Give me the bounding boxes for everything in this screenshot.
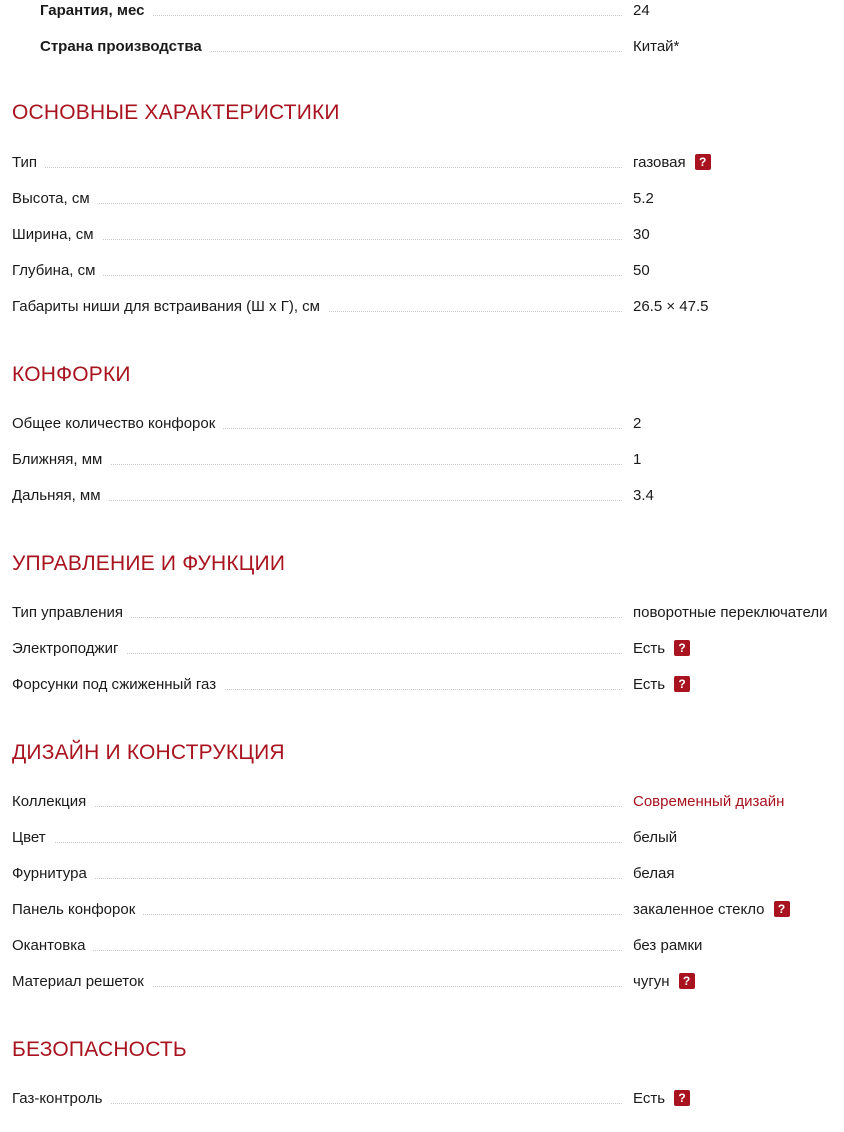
section-title-safety: БЕЗОПАСНОСТЬ (12, 1038, 187, 1061)
spec-label: Тип управления (12, 602, 131, 624)
spec-row-country (12, 36, 840, 58)
spec-label: Дальняя, мм (12, 485, 109, 507)
help-icon[interactable]: ? (695, 154, 711, 170)
spec-row (12, 152, 840, 174)
spec-label: Окантовка (12, 935, 93, 957)
spec-label: Габариты ниши для встраивания (Ш х Г), см (12, 296, 328, 318)
spec-label: Коллекция (12, 791, 94, 813)
spec-label: Электроподжиг (12, 638, 126, 660)
spec-label: Тип (12, 152, 45, 174)
spec-value: 3.4 (633, 487, 654, 504)
spec-value: Есть ? (633, 674, 690, 696)
spec-row (12, 827, 840, 849)
spec-label: Высота, см (12, 188, 98, 210)
spec-row (12, 188, 840, 210)
help-icon[interactable]: ? (674, 676, 690, 692)
spec-row (12, 449, 840, 471)
spec-row (12, 1088, 840, 1110)
spec-value: без рамки (633, 937, 703, 954)
spec-value: поворотные переключатели (633, 604, 828, 621)
spec-row-warranty (12, 0, 840, 22)
dotted-leader (12, 950, 622, 951)
spec-row (12, 899, 840, 921)
spec-value: белый (633, 829, 678, 846)
spec-label: Гарантия, мес (12, 0, 152, 22)
section-title-design: ДИЗАЙН И КОНСТРУКЦИЯ (12, 741, 285, 764)
spec-row (12, 296, 840, 318)
spec-value: 1 (633, 451, 642, 468)
spec-label: Глубина, см (12, 260, 103, 282)
help-icon[interactable]: ? (674, 1090, 690, 1106)
collection-link[interactable]: Современный дизайн (633, 793, 785, 810)
spec-value: 30 (633, 226, 650, 243)
spec-value: чугун ? (633, 971, 695, 993)
spec-row (12, 674, 840, 696)
spec-label: Страна производства (12, 36, 210, 58)
spec-row (12, 791, 840, 813)
spec-value: Есть ? (633, 638, 690, 660)
dotted-leader (12, 842, 622, 843)
spec-value: 5.2 (633, 190, 654, 207)
dotted-leader (12, 878, 622, 879)
spec-value: 2 (633, 415, 642, 432)
spec-row (12, 602, 840, 624)
spec-row (12, 260, 840, 282)
spec-value: закаленное стекло ? (633, 899, 790, 921)
spec-row (12, 413, 840, 435)
spec-value: Есть ? (633, 1088, 690, 1110)
spec-row (12, 935, 840, 957)
spec-label: Фурнитура (12, 863, 95, 885)
spec-value: 50 (633, 262, 650, 279)
spec-label: Ближняя, мм (12, 449, 110, 471)
dotted-leader (12, 203, 622, 204)
spec-label: Цвет (12, 827, 54, 849)
spec-value: газовая ? (633, 152, 711, 174)
section-title-burners: КОНФОРКИ (12, 363, 131, 386)
spec-label: Газ-контроль (12, 1088, 110, 1110)
spec-value: белая (633, 865, 675, 882)
spec-row (12, 638, 840, 660)
spec-label: Панель конфорок (12, 899, 143, 921)
help-icon[interactable]: ? (679, 973, 695, 989)
section-title-control: УПРАВЛЕНИЕ И ФУНКЦИИ (12, 552, 286, 575)
spec-row (12, 863, 840, 885)
spec-value: 24 (633, 2, 650, 19)
spec-label: Общее количество конфорок (12, 413, 223, 435)
dotted-leader (12, 275, 622, 276)
spec-label: Материал решеток (12, 971, 152, 993)
dotted-leader (12, 167, 622, 168)
section-title-main: ОСНОВНЫЕ ХАРАКТЕРИСТИКИ (12, 101, 340, 124)
help-icon[interactable]: ? (674, 640, 690, 656)
spec-label: Форсунки под сжиженный газ (12, 674, 224, 696)
spec-label: Ширина, см (12, 224, 102, 246)
spec-row (12, 971, 840, 993)
help-icon[interactable]: ? (774, 901, 790, 917)
dotted-leader (12, 806, 622, 807)
spec-value: 26.5 × 47.5 (633, 298, 709, 315)
spec-value: Китай* (633, 38, 680, 55)
dotted-leader (12, 239, 622, 240)
spec-row (12, 224, 840, 246)
spec-row (12, 485, 840, 507)
